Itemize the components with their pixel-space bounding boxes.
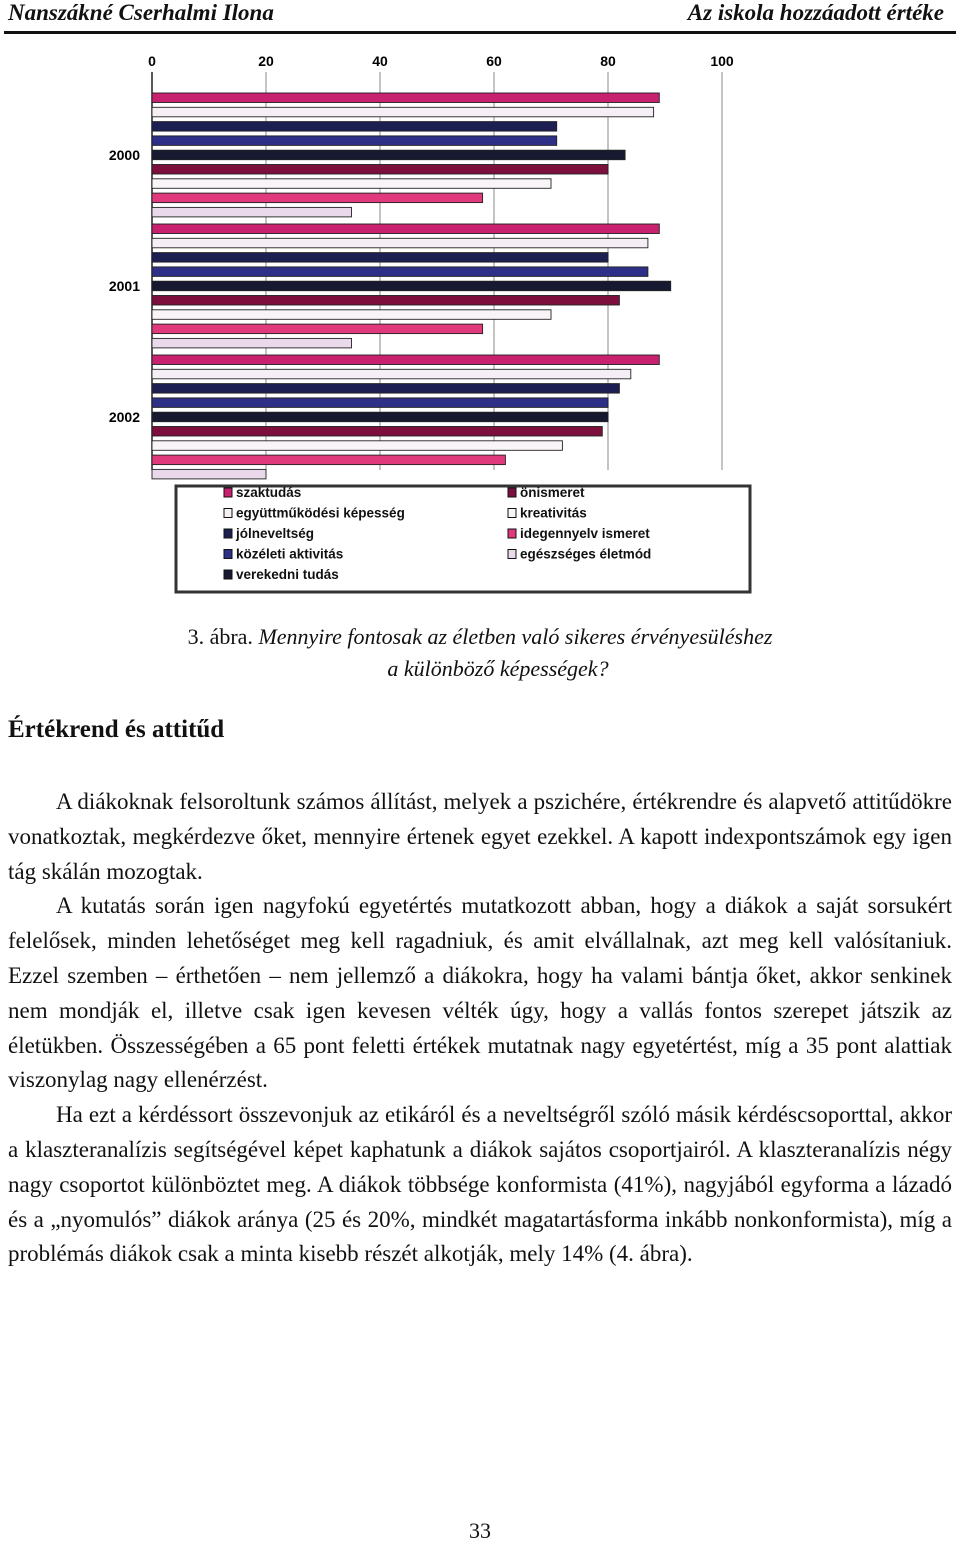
caption-text-1: Mennyire fontosak az életben való sikeres érvényesüléshez — [258, 624, 773, 649]
legend-swatch — [224, 488, 232, 497]
bar — [152, 296, 619, 306]
legend-label: idegennyelv ismeret — [520, 526, 650, 541]
legend-label: verekedni tudás — [236, 567, 339, 582]
header-title: Az iskola hozzáadott értéke — [687, 0, 944, 25]
bar — [152, 165, 608, 175]
bar — [152, 441, 562, 451]
bar — [152, 369, 631, 379]
caption-text-2: a különböző képességek? — [387, 656, 609, 681]
x-tick-label: 80 — [600, 53, 616, 69]
bar — [152, 412, 608, 422]
legend-label: önismeret — [520, 485, 585, 500]
bar — [152, 469, 266, 479]
header-rule — [4, 31, 956, 34]
caption-prefix: 3. ábra. — [187, 624, 253, 649]
legend-swatch — [508, 529, 516, 538]
bar — [152, 193, 483, 203]
bar — [152, 338, 352, 348]
bar — [152, 136, 557, 146]
legend-swatch — [224, 509, 232, 518]
legend-label: kreativitás — [520, 505, 587, 521]
legend-label: szaktudás — [236, 485, 302, 500]
running-header — [8, 0, 952, 30]
legend-label: jólneveltség — [236, 526, 315, 541]
paragraph-1: A diákoknak felsoroltunk számos állítást, melyek a pszichére, értékrendre és alapvető attitűdökre vonatkoztak, megkérdezve őket, mennyire értenek egyet ezekkel. A kapott indexpontszámok egy igen tág skálán mozogtak. — [8, 789, 952, 884]
figure-caption-line2 — [0, 656, 960, 682]
legend-swatch — [508, 488, 516, 497]
legend-swatch — [224, 570, 232, 579]
category-label: 2000 — [108, 146, 140, 163]
bar — [152, 122, 557, 132]
bar — [152, 281, 671, 291]
bar — [152, 150, 625, 160]
x-tick-label: 60 — [486, 53, 502, 69]
legend-swatch — [224, 550, 232, 559]
bar — [152, 455, 505, 465]
paragraph-2: A kutatás során igen nagyfokú egyetértés mutatkozott abban, hogy a diákok a saját sorsukért felelősek, minden lehetőséget meg kell ragadniuk, és amit elvállalnak, azt meg kell valósítaniuk. Ezzel szemben – érthetően – nem jellemző a diákokra, hogy ha valami bántja őket, akkor senkinek nem mondják el, illetve csak igen kevesen vélték úgy, hogy a vallás fontos szerepet játszik az életükben. Összességében a 65 pont feletti értékek mutatnak nagy egyetértést, míg a 35 pont alattiak viszonylag nagy ellenérzést. — [8, 893, 952, 1093]
bar — [152, 398, 608, 408]
bar — [152, 355, 659, 365]
bar — [152, 224, 659, 234]
bar — [152, 207, 352, 217]
bar — [152, 384, 619, 394]
section-title: Értékrend és attitűd — [8, 716, 225, 743]
bar — [152, 107, 654, 117]
category-label: 2001 — [108, 277, 140, 294]
page-number: 33 — [469, 1518, 491, 1543]
bar — [152, 238, 648, 248]
category-label: 2002 — [108, 408, 140, 425]
bar-chart — [0, 40, 960, 600]
bar — [152, 310, 551, 320]
paragraph-3: Ha ezt a kérdéssort összevonjuk az etikáról és a neveltségről szóló másik kérdéscsoporttal, akkor a klaszteranalízis segítségével képet kaphatunk a diákok sajátos csoportjairól. A klaszteranalízis négy nagy csoportot különböztet meg. A diákok többsége konformista (41%), nagyjából egyforma a lázadó és a „nyomulós” diákok aránya (25 és 20%, mindkét magatartásforma inkább nonkonformista), míg a problémás diákok csak a minta kisebb részét alkotják, mely 14% (4. ábra). — [8, 1102, 952, 1267]
bar — [152, 253, 608, 263]
bar — [152, 427, 602, 437]
legend-swatch — [508, 550, 516, 559]
x-tick-label: 0 — [148, 53, 156, 69]
legend-swatch — [508, 509, 516, 518]
bar — [152, 324, 483, 334]
x-tick-label: 20 — [258, 53, 274, 69]
bar — [152, 179, 551, 189]
body-text — [8, 785, 952, 1272]
x-tick-label: 40 — [372, 53, 388, 69]
header-author: Nanszákné Cserhalmi Ilona — [8, 0, 274, 25]
legend-label: egészséges életmód — [520, 546, 652, 562]
legend-label: együttműködési képesség — [236, 505, 405, 521]
bar — [152, 93, 659, 103]
legend-label: közéleti aktivitás — [236, 546, 344, 562]
x-tick-label: 100 — [710, 53, 734, 69]
figure-caption-line1 — [0, 624, 960, 650]
legend-swatch — [224, 529, 232, 538]
bar — [152, 267, 648, 277]
